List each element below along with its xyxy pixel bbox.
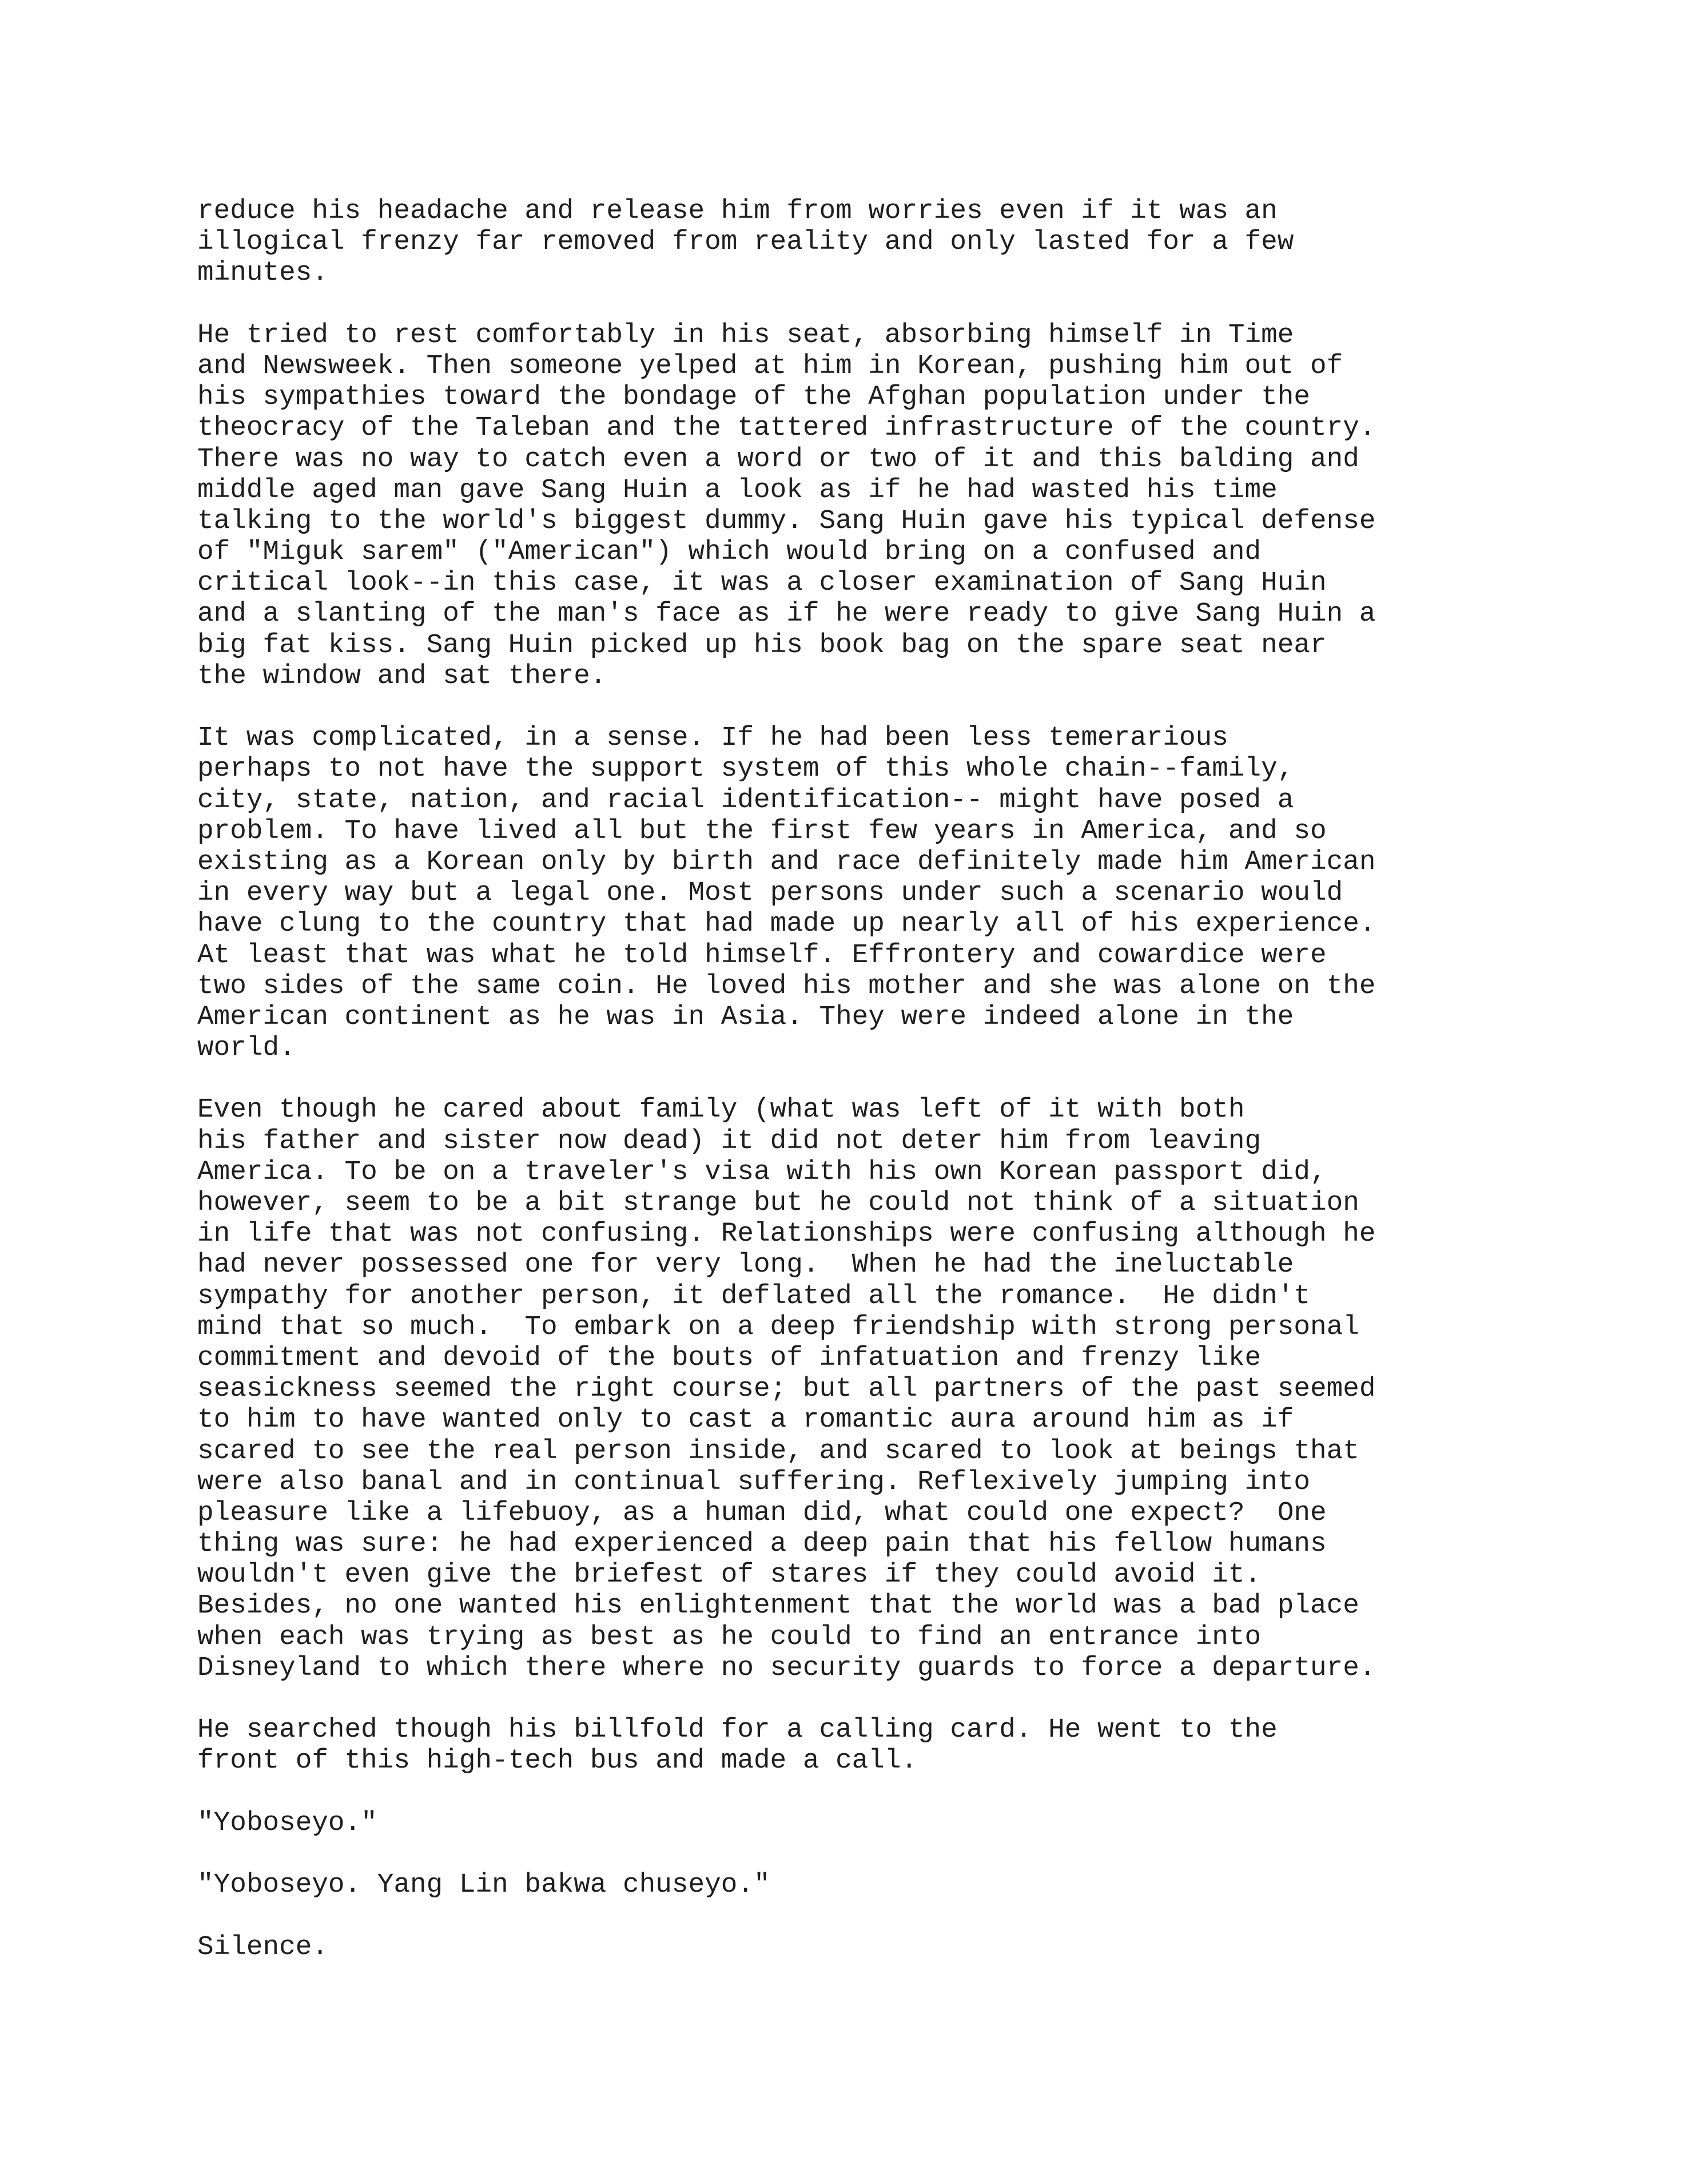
text-line: and Newsweek. Then someone yelped at him in Korean, pushing him out of bbox=[197, 350, 1343, 382]
text-line: problem. To have lived all but the first few years in America, and so bbox=[197, 815, 1327, 847]
text-line: He tried to rest comfortably in his seat, absorbing himself in Time bbox=[197, 319, 1294, 351]
text-line: were also banal and in continual suffering. Reflexively jumping into bbox=[197, 1466, 1310, 1498]
text-line: critical look--in this case, it was a closer examination of Sang Huin bbox=[197, 567, 1327, 599]
text-line: two sides of the same coin. He loved his mother and she was alone on the bbox=[197, 970, 1376, 1002]
text-line: mind that so much. To embark on a deep friendship with strong personal bbox=[197, 1311, 1359, 1343]
text-line: big fat kiss. Sang Huin picked up his book bag on the spare seat near bbox=[197, 629, 1327, 661]
text-line: middle aged man gave Sang Huin a look as if he had wasted his time bbox=[197, 474, 1278, 506]
text-line: have clung to the country that had made up nearly all of his experience. bbox=[197, 908, 1376, 940]
text-line: Disneyland to which there where no security guards to force a departure. bbox=[197, 1652, 1376, 1683]
text-line: theocracy of the Taleban and the tattered infrastructure of the country. bbox=[197, 412, 1376, 444]
text-line: front of this high-tech bus and made a call. bbox=[197, 1745, 918, 1777]
text-line: the window and sat there. bbox=[197, 660, 607, 692]
text-line: of "Miguk sarem" ("American") which would bring on a confused and bbox=[197, 537, 1262, 568]
text-line: perhaps to not have the support system of this whole chain--family, bbox=[197, 753, 1294, 785]
text-line: It was complicated, in a sense. If he had been less temerarious bbox=[197, 722, 1228, 754]
text-line: America. To be on a traveler's visa with his own Korean passport did, bbox=[197, 1156, 1327, 1188]
text-line: thing was sure: he had experienced a deep pain that his fellow humans bbox=[197, 1528, 1327, 1560]
text-line: Besides, no one wanted his enlightenment that the world was a bad place bbox=[197, 1590, 1359, 1622]
text-line: when each was trying as best as he could to find an entrance into bbox=[197, 1621, 1262, 1653]
text-line: existing as a Korean only by birth and race definitely made him American bbox=[197, 846, 1376, 877]
text-line: his father and sister now dead) it did not deter him from leaving bbox=[197, 1125, 1262, 1157]
paragraph bbox=[197, 1932, 1375, 1963]
text-line: had never possessed one for very long. When he had the ineluctable bbox=[197, 1249, 1294, 1281]
text-line: At least that was what he told himself. Effrontery and cowardice were bbox=[197, 939, 1327, 971]
text-line: illogical frenzy far removed from reality and only lasted for a few bbox=[197, 227, 1294, 258]
paragraph bbox=[197, 320, 1375, 692]
paragraph bbox=[197, 1869, 1375, 1900]
text-line: "Yoboseyo. Yang Lin bakwa chuseyo." bbox=[197, 1869, 770, 1901]
paragraph bbox=[197, 1714, 1375, 1776]
text-line: city, state, nation, and racial identification-- might have posed a bbox=[197, 784, 1294, 816]
text-line: He searched though his billfold for a calling card. He went to the bbox=[197, 1714, 1278, 1746]
text-line: Even though he cared about family (what was left of it with both bbox=[197, 1094, 1245, 1126]
text-line: in every way but a legal one. Most persons under such a scenario would bbox=[197, 877, 1343, 909]
text-line: seasickness seemed the right course; but all partners of the past seemed bbox=[197, 1373, 1376, 1405]
text-line: American continent as he was in Asia. They were indeed alone in the bbox=[197, 1001, 1294, 1033]
text-line: commitment and devoid of the bouts of infatuation and frenzy like bbox=[197, 1342, 1262, 1373]
text-line: scared to see the real person inside, and scared to look at beings that bbox=[197, 1435, 1359, 1467]
text-line: There was no way to catch even a word or two of it and this balding and bbox=[197, 443, 1359, 475]
paragraph bbox=[197, 1094, 1375, 1683]
text-line: talking to the world's biggest dummy. Sang Huin gave his typical defense bbox=[197, 505, 1376, 537]
text-line: his sympathies toward the bondage of the Afghan population under the bbox=[197, 382, 1310, 413]
text-line: wouldn't even give the briefest of stares if they could avoid it. bbox=[197, 1559, 1262, 1591]
paragraph bbox=[197, 1808, 1375, 1838]
text-line: and a slanting of the man's face as if he were ready to give Sang Huin a bbox=[197, 598, 1376, 630]
text-line: in life that was not confusing. Relationships were confusing although he bbox=[197, 1218, 1376, 1250]
text-line: reduce his headache and release him from worries even if it was an bbox=[197, 196, 1278, 227]
document-body bbox=[197, 196, 1375, 1994]
text-line: however, seem to be a bit strange but he could not think of a situation bbox=[197, 1188, 1359, 1218]
text-line: world. bbox=[197, 1033, 296, 1064]
text-line: Silence. bbox=[197, 1931, 328, 1963]
text-line: to him to have wanted only to cast a romantic aura around him as if bbox=[197, 1404, 1294, 1436]
paragraph bbox=[197, 722, 1375, 1063]
paragraph bbox=[197, 196, 1375, 289]
text-line: sympathy for another person, it deflated all the romance. He didn't bbox=[197, 1280, 1310, 1312]
text-line: pleasure like a lifebuoy, as a human did, what could one expect? One bbox=[197, 1497, 1327, 1528]
text-line: "Yoboseyo." bbox=[197, 1807, 377, 1838]
text-line: minutes. bbox=[197, 257, 328, 289]
